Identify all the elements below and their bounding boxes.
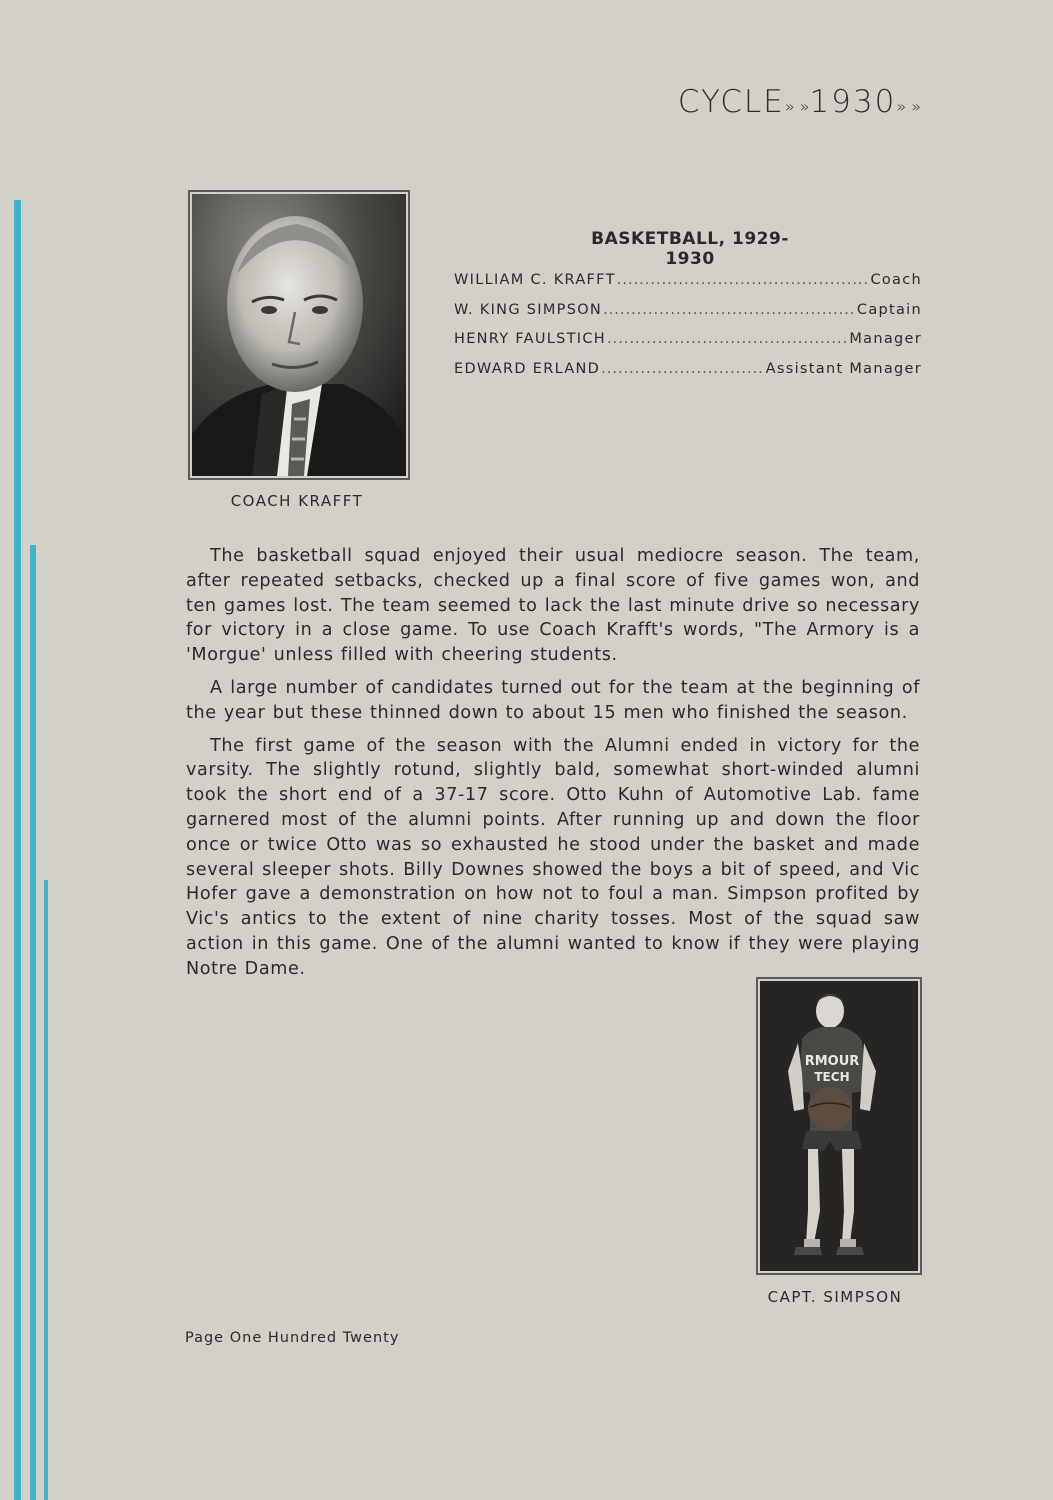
captain-portrait-image — [760, 981, 918, 1271]
roster-role: Captain — [856, 301, 922, 318]
roster-row — [454, 272, 922, 302]
jersey-text: TECH — [814, 1070, 850, 1084]
roster-name: HENRY FAULSTICH — [454, 331, 607, 347]
roster-row — [454, 302, 922, 332]
roster-role: Manager — [849, 331, 922, 347]
coach-portrait-image — [192, 194, 406, 476]
accent-stripe — [44, 880, 48, 1500]
roster-name: WILLIAM C. KRAFFT — [454, 272, 616, 288]
page-header — [678, 84, 921, 120]
header-year: 1930 — [809, 84, 897, 120]
leader-dots — [607, 331, 848, 347]
header-cycle: CYCLE — [677, 84, 785, 120]
body-paragraph: The first game of the season with the Alumni ended in victory for the varsity. The slightly rotund, slightly bald, somewhat short-winded alumni took the short end of a 37-17 score. Otto Kuhn of Automotive Lab. fame garnered most of the alumni points. After running up and down the floor once or twice Otto was so exhausted he stood under the basket and made several sleeper shots. Billy Downes showed the boys a bit of speed, and Vic Hofer gave a demonstration on how not to foul a man. Simpson profited by Vic's antics to the extent of nine charity tosses. Most of the squad saw action in this game. One of the alumni wanted to know if they were playing Notre Dame. — [186, 735, 920, 979]
captain-photo — [756, 977, 922, 1275]
header-separator: » » — [784, 97, 810, 116]
roster-list — [454, 272, 922, 390]
roster-row — [454, 331, 922, 361]
header-separator: » » — [896, 97, 921, 116]
coach-photo-caption: COACH KRAFFT — [230, 492, 364, 510]
jersey-text: RMOUR — [804, 1054, 860, 1069]
roster-name: W. KING SIMPSON — [454, 301, 603, 318]
roster-title: BASKETBALL, 1929-1930 — [591, 229, 789, 269]
article-body — [186, 544, 920, 990]
body-paragraph: The basketball squad enjoyed their usual mediocre season. The team, after repeated setbacks, checked up a final score of five games won, and ten games lost. The team seemed to lack the last minute drive so necessary for victory in a close game. To use Coach Krafft's words, "The Armory is a 'Morgue' unless filled with cheering students. — [186, 546, 920, 666]
captain-photo-caption: CAPT. SIMPSON — [767, 1288, 903, 1306]
body-paragraph: A large number of candidates turned out for the team at the beginning of the year but these thinned down to about 15 men who finished the season. — [186, 677, 920, 723]
leader-dots — [603, 302, 856, 318]
accent-stripe — [14, 200, 21, 1500]
leader-dots — [617, 272, 870, 288]
page-number: Page One Hundred Twenty — [185, 1330, 400, 1346]
leader-dots — [601, 361, 765, 377]
accent-stripe — [30, 545, 36, 1500]
roster-row — [454, 361, 922, 391]
roster-role: Coach — [870, 272, 922, 288]
roster-role: Assistant Manager — [765, 360, 922, 377]
coach-photo — [188, 190, 410, 480]
roster-name: EDWARD ERLAND — [454, 360, 601, 377]
